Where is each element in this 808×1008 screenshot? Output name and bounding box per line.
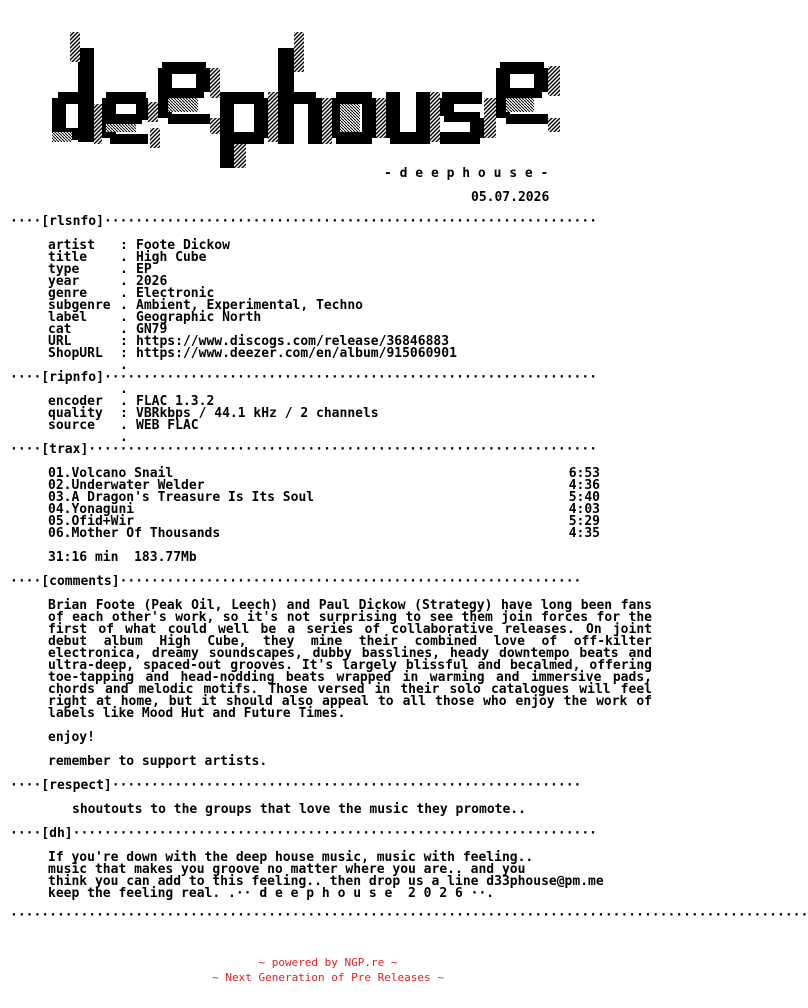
section-comments: ····[comments]··························································· xyxy=(10,574,582,589)
rip-key: source xyxy=(48,418,95,433)
dot-divider: . xyxy=(120,358,128,373)
totals: 31:16 min 183.77Mb xyxy=(48,550,197,565)
track-title: 05.Ofid+Wir xyxy=(48,514,135,529)
release-value: Electronic xyxy=(136,286,215,301)
section-label: [ripnfo] xyxy=(41,370,104,385)
release-row: artist : Foote Dickow xyxy=(48,238,230,253)
release-key: subgenre xyxy=(48,298,111,313)
rip-row: encoder . FLAC 1.3.2 xyxy=(48,394,215,409)
comments-body: Brian Foote (Peak Oil, Leech) and Paul Dickow (Strategy) have long been fans of each other's work, so it's not surprising to see them join forces for the first of what could well be a series of collaborative releases. On joint debut album High Cube, they mine their combined love of off-kilter electronica, dreamy soundscapes, dubby basslines, heady downtempo beats and ultra-deep, spaced-out grooves. It's largely blissful and becalmed, offering toe-tapping and head-nodding beats wrapped in warming and immersive pads, chords and melodic motifs. Those versed in their solo catalogues will feel right at home, but it should also appeal to all those who enjoy the work of labels like Mood Hut and Future Times. xyxy=(48,598,652,721)
track-time: 6:53 xyxy=(568,466,600,481)
support-text: remember to support artists. xyxy=(48,754,268,769)
release-key: label xyxy=(48,310,88,325)
release-value: GN79 xyxy=(136,322,168,337)
enjoy-text: enjoy! xyxy=(48,730,95,745)
dh-line: music that makes you groove no matter where you are.. and you xyxy=(48,862,526,877)
track-title: 01.Volcano Snail xyxy=(48,466,174,481)
release-key: cat xyxy=(48,322,72,337)
release-row: ShopURL : https://www.deezer.com/en/album/915060901 xyxy=(48,346,457,361)
section-rlsnfo: ····[rlsnfo]······························································· xyxy=(10,214,598,229)
shop-url-link[interactable]: https://www.deezer.com/en/album/915060901 xyxy=(136,346,457,361)
section-dh: ····[dh]··································································· xyxy=(10,826,598,841)
track-time: 4:03 xyxy=(568,502,600,517)
section-trax: ····[trax]································································· xyxy=(10,442,598,457)
section-label: [comments] xyxy=(41,574,120,589)
section-label: [dh] xyxy=(41,826,73,841)
track-title: 06.Mother Of Thousands xyxy=(48,526,221,541)
release-key: year xyxy=(48,274,80,289)
rip-key: quality xyxy=(48,406,103,421)
release-value: Ambient, Experimental, Techno xyxy=(136,298,363,313)
release-key: URL xyxy=(48,334,72,349)
tagline: - d e e p h o u s e - xyxy=(384,166,549,181)
release-value: Foote Dickow xyxy=(136,238,230,253)
release-url-link[interactable]: https://www.discogs.com/release/36846883 xyxy=(136,334,450,349)
release-key: artist xyxy=(48,238,95,253)
rip-value: VBRkbps / 44.1 kHz / 2 channels xyxy=(136,406,379,421)
release-row: label . Geographic North xyxy=(48,310,262,325)
release-row: type . EP xyxy=(48,262,152,277)
section-label: [rlsnfo] xyxy=(41,214,104,229)
release-key: title xyxy=(48,250,88,265)
release-date: 05.07.2026 xyxy=(471,190,550,205)
deephouse-logo xyxy=(50,28,570,168)
release-row: title . High Cube xyxy=(48,250,207,265)
track-title: 04.Yonaguni xyxy=(48,502,135,517)
track-title: 02.Underwater Welder xyxy=(48,478,205,493)
rip-row: quality : VBRkbps / 44.1 kHz / 2 channels xyxy=(48,406,379,421)
dot-divider: . xyxy=(120,382,128,397)
track-time: 5:29 xyxy=(568,514,600,529)
release-row: year . 2026 xyxy=(48,274,168,289)
dot-divider: . xyxy=(120,430,128,445)
bottom-divider: ······································································································ xyxy=(10,908,808,923)
rip-row: source . WEB FLAC xyxy=(48,418,199,433)
track-time: 5:40 xyxy=(568,490,600,505)
release-row: cat . GN79 xyxy=(48,322,168,337)
section-label: [respect] xyxy=(41,778,112,793)
respect-text: shoutouts to the groups that love the music they promote.. xyxy=(72,802,526,817)
release-value: Geographic North xyxy=(136,310,262,325)
track-row xyxy=(48,528,600,540)
release-key: ShopURL xyxy=(48,346,103,361)
release-value: 2026 xyxy=(136,274,168,289)
release-row: genre . Electronic xyxy=(48,286,215,301)
rip-value: FLAC 1.3.2 xyxy=(136,394,215,409)
dh-line: If you're down with the deep house music, music with feeling.. xyxy=(48,850,534,865)
section-label: [trax] xyxy=(41,442,89,457)
footer-tagline: ~ Next Generation of Pre Releases ~ xyxy=(212,971,444,984)
release-key: type xyxy=(48,262,80,277)
track-time: 4:35 xyxy=(568,526,600,541)
release-key: genre xyxy=(48,286,88,301)
footer-powered-by[interactable]: ~ powered by NGP.re ~ xyxy=(258,956,398,969)
track-time: 4:36 xyxy=(568,478,600,493)
section-ripnfo: ····[ripnfo]······························································· xyxy=(10,370,598,385)
release-row: subgenre . Ambient, Experimental, Techno xyxy=(48,298,363,313)
release-row: URL : https://www.discogs.com/release/36846883 xyxy=(48,334,450,349)
release-value: High Cube xyxy=(136,250,207,265)
dh-line: think you can add to this feeling.. then drop us a line d33phouse@pm.me xyxy=(48,874,604,889)
dh-line: keep the feeling real. .·· d e e p h o u s e 2 0 2 6 ··. xyxy=(48,886,495,901)
rip-key: encoder xyxy=(48,394,103,409)
section-respect: ····[respect]···························································· xyxy=(10,778,582,793)
track-title: 03.A Dragon's Treasure Is Its Soul xyxy=(48,490,315,505)
rip-value: WEB FLAC xyxy=(136,418,199,433)
release-value: EP xyxy=(136,262,152,277)
